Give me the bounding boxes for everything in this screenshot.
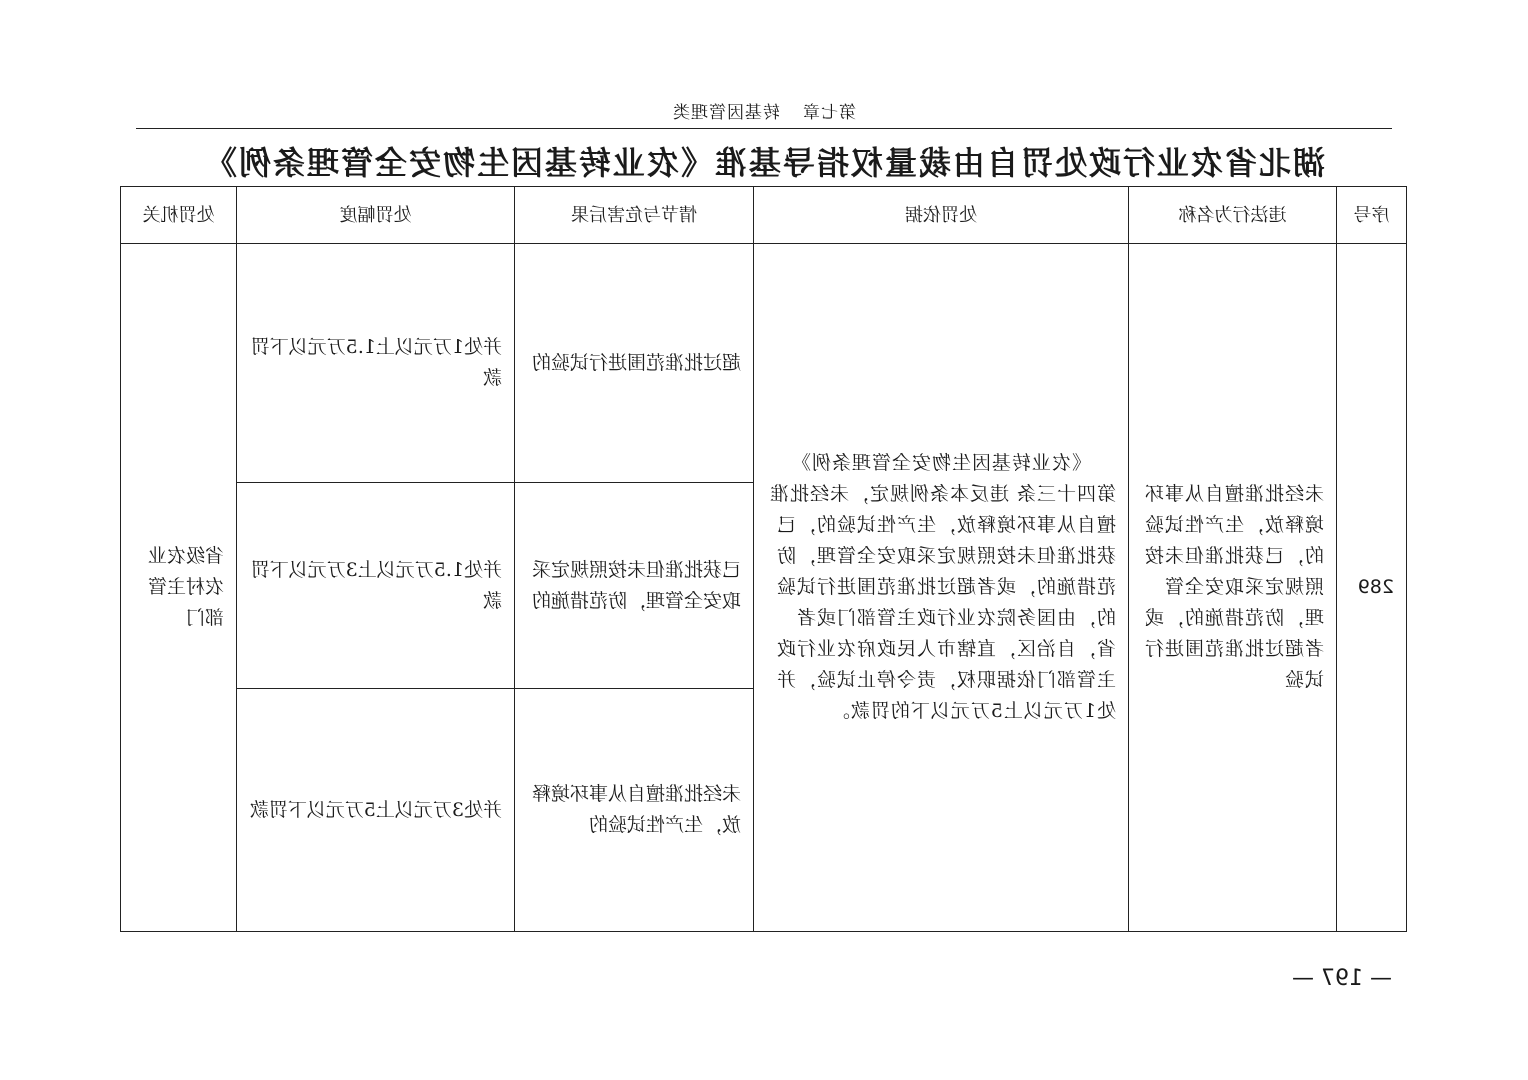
header-violation: 违法行为名称 (1129, 187, 1337, 244)
header-circumstance: 情节与危害后果 (515, 187, 754, 244)
header-range: 处罚幅度 (237, 187, 515, 244)
circumstance-cell: 未经批准擅自从事环境释放，生产性试验的 (515, 689, 754, 932)
penalty-table (120, 186, 1407, 932)
header-divider (136, 128, 1392, 129)
basis-text: 第四十三条 违反本条例规定，未经批准擅自从事环境释放，生产性试验的，已获批准但未按照规定采取安全管理，防范措施的，或者超过批准范围进行试验的，由国务院农业行政主管部门或者省，自治区，直辖市人民政府农业行政主管部门依据职权，责令停止试验，并处1万元以上5万元以下的罚款。 (768, 483, 1116, 722)
basis-source: 《农业转基因生物安全管理条例》 (791, 452, 1092, 474)
range-cell: 并处1.5万元以上3万元以下罚款 (237, 483, 515, 689)
header-basis: 处罚依据 (754, 187, 1129, 244)
range-cell: 并处1万元以上1.5万元以下罚款 (237, 244, 515, 483)
page-number: — 197 — (1292, 966, 1392, 991)
circumstance-cell: 已获批准但未按照规定采取安全管理，防范措施的 (515, 483, 754, 689)
range-cell: 并处3万元以上5万元以下罚款 (237, 689, 515, 932)
violation-name: 未经批准擅自从事环境释放，生产性试验的，已获批准但未按照规定采取安全管理，防范措施的，或者超过批准范围进行试验 (1129, 244, 1337, 932)
running-head (0, 98, 1528, 123)
circumstance-cell: 超过批准范围进行试验的 (515, 244, 754, 483)
header-authority: 处罚机关 (121, 187, 237, 244)
document-title: 湖北省农业行政处罚自由裁量权指导基准《农业转基因生物安全管理条例》 (203, 144, 1326, 182)
penalty-basis (754, 244, 1129, 932)
penalty-authority: 省级农业农村主管部门 (121, 244, 237, 932)
table-header-row (121, 187, 1407, 244)
section-label: 转基因管理类 (672, 103, 780, 123)
chapter-label: 第七章 (802, 103, 856, 123)
header-number: 序号 (1337, 187, 1407, 244)
table-row (121, 244, 1407, 483)
record-number: 289 (1337, 244, 1407, 932)
